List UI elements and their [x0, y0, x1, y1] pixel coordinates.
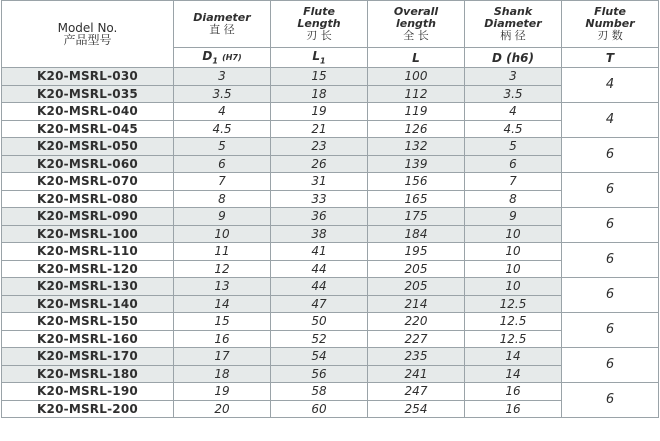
shank-diameter-cell: 6: [465, 155, 562, 173]
overall-length-cell: 132: [368, 138, 465, 156]
l1-symbol-sub: 1: [320, 56, 326, 66]
table-row: [2, 120, 659, 138]
model-cell: K20-MSRL-170: [2, 348, 174, 366]
diameter-cell: 17: [174, 348, 271, 366]
shank-diameter-cell: 12.5: [465, 313, 562, 331]
d1-symbol-letter: D: [202, 49, 213, 64]
overall-length-cell: 100: [368, 68, 465, 86]
shank-diameter-cell: 16: [465, 383, 562, 401]
flute-number-cell: 6: [562, 383, 659, 418]
shank-diameter-header-en2: Diameter: [484, 17, 542, 30]
table-row: [2, 260, 659, 278]
shank-diameter-cell: 14: [465, 348, 562, 366]
overall-length-cell: 214: [368, 295, 465, 313]
overall-length-cell: 184: [368, 225, 465, 243]
table-row: [2, 190, 659, 208]
model-cell: K20-MSRL-035: [2, 85, 174, 103]
l1-symbol-letter: L: [312, 49, 321, 64]
diameter-cell: 3: [174, 68, 271, 86]
overall-length-cell: 175: [368, 208, 465, 226]
table-row: [2, 68, 659, 86]
shank-diameter-cell: 10: [465, 225, 562, 243]
model-cell: K20-MSRL-190: [2, 383, 174, 401]
model-cell: K20-MSRL-050: [2, 138, 174, 156]
diameter-cell: 9: [174, 208, 271, 226]
model-cell: K20-MSRL-200: [2, 400, 174, 418]
shank-diameter-cell: 10: [465, 278, 562, 296]
diameter-cell: 8: [174, 190, 271, 208]
diameter-cell: 16: [174, 330, 271, 348]
overall-length-cell: 195: [368, 243, 465, 261]
flute-number-cell: 4: [562, 103, 659, 138]
overall-length-cell: 220: [368, 313, 465, 331]
flute-length-cell: 38: [271, 225, 368, 243]
table-row: [2, 155, 659, 173]
flute-number-header-en1: Flute: [594, 5, 626, 18]
table-row: [2, 383, 659, 401]
overall-length-header-zh: 全 长: [403, 29, 429, 42]
flute-length-cell: 15: [271, 68, 368, 86]
shank-diameter-cell: 10: [465, 243, 562, 261]
model-cell: K20-MSRL-040: [2, 103, 174, 121]
shank-diameter-cell: 4.5: [465, 120, 562, 138]
flute-length-cell: 47: [271, 295, 368, 313]
flute-length-cell: 19: [271, 103, 368, 121]
model-cell: K20-MSRL-080: [2, 190, 174, 208]
l-symbol: L: [368, 48, 465, 68]
shank-diameter-header: [465, 1, 562, 48]
spec-table-body: [2, 68, 659, 418]
model-cell: K20-MSRL-090: [2, 208, 174, 226]
overall-length-cell: 119: [368, 103, 465, 121]
flute-length-cell: 44: [271, 260, 368, 278]
diameter-cell: 10: [174, 225, 271, 243]
flute-number-cell: 6: [562, 173, 659, 208]
flute-length-cell: 36: [271, 208, 368, 226]
diameter-cell: 3.5: [174, 85, 271, 103]
diameter-cell: 6: [174, 155, 271, 173]
model-header-zh: 产品型号: [63, 33, 112, 47]
flute-number-cell: 4: [562, 68, 659, 103]
table-row: [2, 295, 659, 313]
shank-diameter-cell: 7: [465, 173, 562, 191]
table-row: [2, 208, 659, 226]
shank-diameter-cell: 5: [465, 138, 562, 156]
flute-number-header: [562, 1, 659, 48]
l1-symbol: [271, 48, 368, 68]
flute-length-header-en1: Flute: [303, 5, 335, 18]
flute-length-header: [271, 1, 368, 48]
model-cell: K20-MSRL-070: [2, 173, 174, 191]
flute-length-cell: 44: [271, 278, 368, 296]
diameter-header-zh: 直 径: [209, 23, 235, 36]
model-cell: K20-MSRL-110: [2, 243, 174, 261]
flute-number-cell: 6: [562, 278, 659, 313]
model-cell: K20-MSRL-060: [2, 155, 174, 173]
flute-length-cell: 41: [271, 243, 368, 261]
d1-symbol: [174, 48, 271, 68]
t-symbol: T: [562, 48, 659, 68]
model-header-en: Model No.: [57, 21, 118, 35]
table-row: [2, 400, 659, 418]
model-header: [2, 1, 174, 68]
diameter-cell: 15: [174, 313, 271, 331]
shank-diameter-cell: 3.5: [465, 85, 562, 103]
flute-number-cell: 6: [562, 348, 659, 383]
overall-length-cell: 205: [368, 260, 465, 278]
overall-length-cell: 126: [368, 120, 465, 138]
overall-length-cell: 156: [368, 173, 465, 191]
diameter-cell: 20: [174, 400, 271, 418]
table-row: [2, 348, 659, 366]
overall-length-header: [368, 1, 465, 48]
diameter-cell: 11: [174, 243, 271, 261]
flute-length-cell: 60: [271, 400, 368, 418]
table-row: [2, 103, 659, 121]
model-cell: K20-MSRL-180: [2, 365, 174, 383]
d1-symbol-sub: 1: [212, 56, 218, 66]
diameter-cell: 14: [174, 295, 271, 313]
overall-length-cell: 227: [368, 330, 465, 348]
table-row: [2, 278, 659, 296]
flute-length-cell: 18: [271, 85, 368, 103]
model-cell: K20-MSRL-120: [2, 260, 174, 278]
table-row: [2, 85, 659, 103]
diameter-cell: 5: [174, 138, 271, 156]
model-cell: K20-MSRL-160: [2, 330, 174, 348]
shank-diameter-header-en1: Shank: [493, 5, 533, 18]
shank-diameter-cell: 4: [465, 103, 562, 121]
shank-symbol: D (h6): [465, 48, 562, 68]
flute-number-header-zh: 刃 数: [597, 29, 623, 42]
flute-length-cell: 33: [271, 190, 368, 208]
overall-length-header-en1: Overall: [393, 5, 439, 18]
diameter-cell: 7: [174, 173, 271, 191]
shank-diameter-cell: 16: [465, 400, 562, 418]
flute-length-header-zh: 刃 长: [306, 29, 332, 42]
flute-length-cell: 54: [271, 348, 368, 366]
diameter-header: [174, 1, 271, 48]
header-row: [2, 1, 659, 48]
overall-length-cell: 254: [368, 400, 465, 418]
overall-length-cell: 235: [368, 348, 465, 366]
flute-length-cell: 50: [271, 313, 368, 331]
table-row: [2, 330, 659, 348]
diameter-cell: 18: [174, 365, 271, 383]
overall-length-cell: 139: [368, 155, 465, 173]
d1-symbol-tolerance: (H7): [222, 53, 242, 63]
table-row: [2, 173, 659, 191]
flute-length-cell: 31: [271, 173, 368, 191]
flute-number-cell: 6: [562, 313, 659, 348]
flute-number-cell: 6: [562, 138, 659, 173]
shank-diameter-cell: 9: [465, 208, 562, 226]
overall-length-cell: 112: [368, 85, 465, 103]
model-cell: K20-MSRL-045: [2, 120, 174, 138]
flute-number-header-en2: Number: [585, 17, 635, 30]
model-cell: K20-MSRL-150: [2, 313, 174, 331]
shank-diameter-cell: 8: [465, 190, 562, 208]
flute-number-cell: 6: [562, 243, 659, 278]
table-row: [2, 313, 659, 331]
table-row: [2, 225, 659, 243]
shank-diameter-cell: 12.5: [465, 330, 562, 348]
table-row: [2, 243, 659, 261]
model-cell: K20-MSRL-100: [2, 225, 174, 243]
overall-length-cell: 205: [368, 278, 465, 296]
shank-diameter-cell: 12.5: [465, 295, 562, 313]
flute-length-cell: 21: [271, 120, 368, 138]
flute-number-cell: 6: [562, 208, 659, 243]
flute-length-cell: 23: [271, 138, 368, 156]
shank-diameter-cell: 3: [465, 68, 562, 86]
shank-diameter-cell: 14: [465, 365, 562, 383]
model-cell: K20-MSRL-030: [2, 68, 174, 86]
diameter-cell: 4.5: [174, 120, 271, 138]
model-cell: K20-MSRL-140: [2, 295, 174, 313]
overall-length-header-en2: length: [395, 17, 437, 30]
flute-length-header-en2: Length: [297, 17, 341, 30]
flute-length-cell: 52: [271, 330, 368, 348]
shank-diameter-header-zh: 柄 径: [500, 29, 526, 42]
flute-length-cell: 58: [271, 383, 368, 401]
diameter-cell: 13: [174, 278, 271, 296]
overall-length-cell: 165: [368, 190, 465, 208]
diameter-cell: 12: [174, 260, 271, 278]
diameter-cell: 19: [174, 383, 271, 401]
table-row: [2, 138, 659, 156]
diameter-header-en: Diameter: [193, 11, 251, 24]
overall-length-cell: 241: [368, 365, 465, 383]
flute-length-cell: 56: [271, 365, 368, 383]
shank-diameter-cell: 10: [465, 260, 562, 278]
overall-length-cell: 247: [368, 383, 465, 401]
spec-table: [1, 0, 659, 418]
model-cell: K20-MSRL-130: [2, 278, 174, 296]
diameter-cell: 4: [174, 103, 271, 121]
flute-length-cell: 26: [271, 155, 368, 173]
table-row: [2, 365, 659, 383]
